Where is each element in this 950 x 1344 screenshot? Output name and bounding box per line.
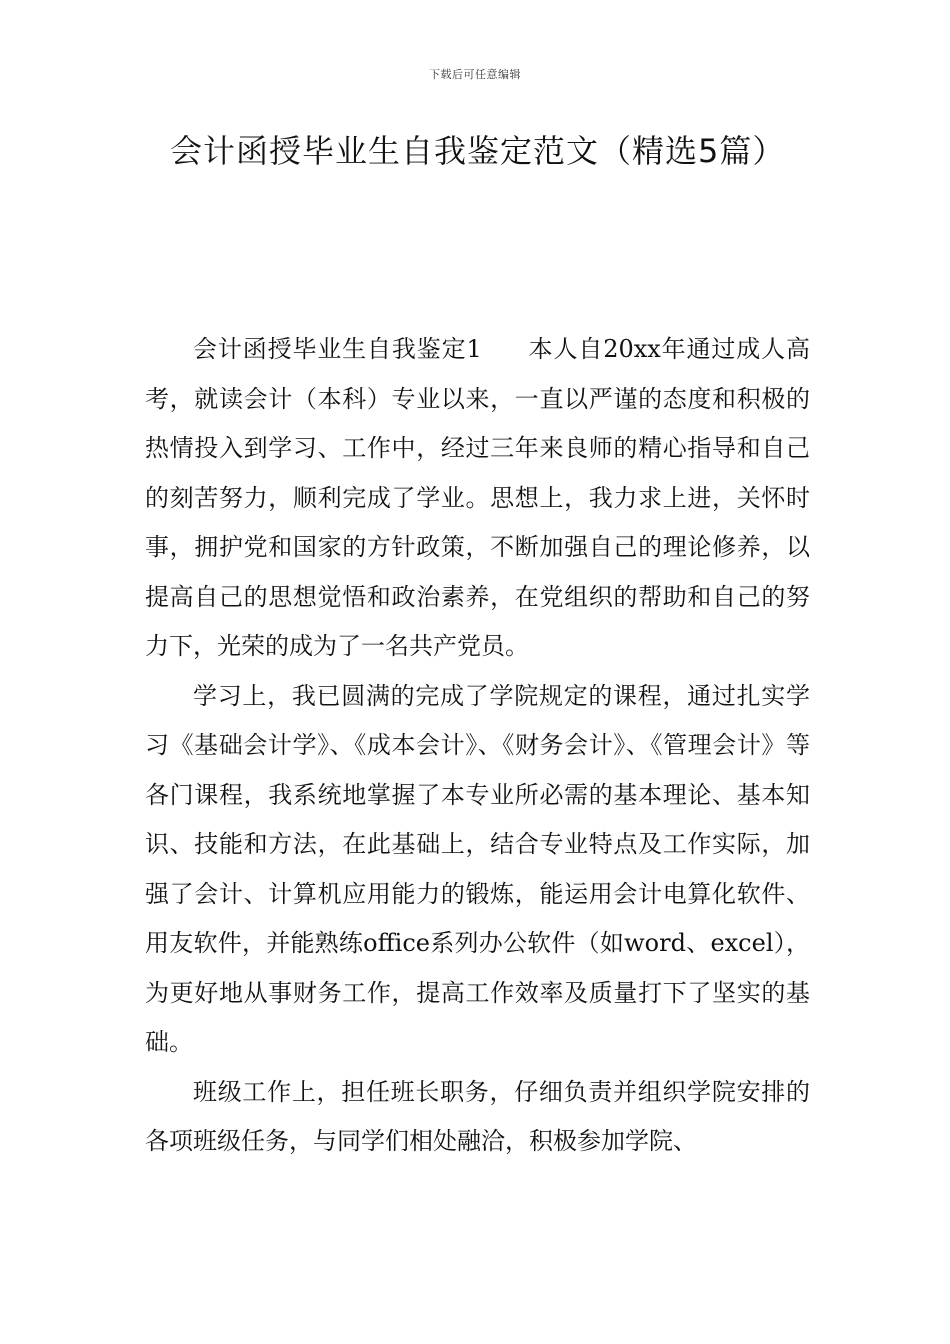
paragraph-1 [145, 325, 810, 672]
document-body [145, 325, 810, 1167]
header-note: 下载后可任意编辑 [429, 68, 521, 81]
paragraph-1-text: 本人自20xx年通过成人高考，就读会计（本科）专业以来，一直以严谨的态度和积极的热情投入到学习、工作中，经过三年来良师的精心指导和自己的刻苦努力，顺利完成了学业。思想上，我力求上进，关怀时事，拥护党和国家的方针政策，不断加强自己的理论修养，以提高自己的思想觉悟和政治素养，在党组织的帮助和自己的努力下，光荣的成为了一名共产党员。 [145, 335, 810, 660]
paragraph-3: 班级工作上，担任班长职务，仔细负责并组织学院安排的各项班级任务，与同学们相处融洽，积极参加学院、 [145, 1077, 810, 1155]
section-heading: 会计函授毕业生自我鉴定1 [193, 335, 482, 363]
paragraph-2: 学习上，我已圆满的完成了学院规定的课程，通过扎实学习《基础会计学》、《成本会计》、《财务会计》、《管理会计》等各门课程，我系统地掌握了本专业所必需的基本理论、基本知识、技能和方法，在此基础上，结合专业特点及工作实际，加强了会计、计算机应用能力的锻炼，能运用会计电算化软件、用友软件，并能熟练office系列办公软件（如word、excel），为更好地从事财务工作，提高工作效率及质量打下了坚实的基础。 [145, 681, 810, 1056]
document-title: 会计函授毕业生自我鉴定范文（精选5篇） [170, 132, 786, 170]
